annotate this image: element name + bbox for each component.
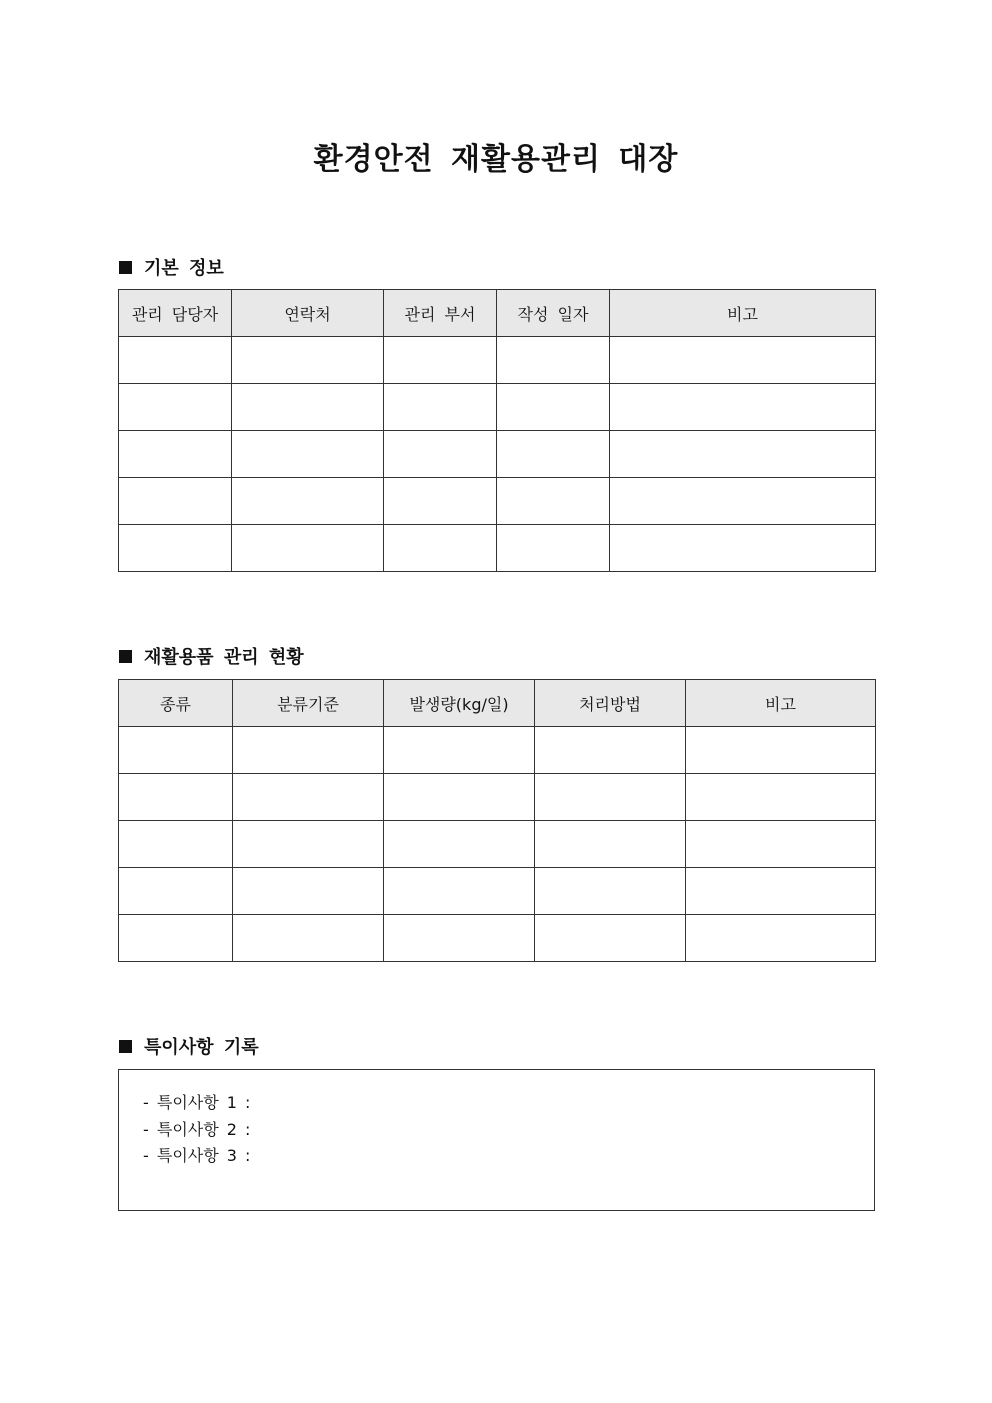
table-cell[interactable] [384,821,535,868]
table-cell[interactable] [119,431,232,478]
table-cell[interactable] [384,478,497,525]
column-header-contact: 연락처 [232,290,384,337]
table-header-row [119,680,876,727]
table-cell[interactable] [119,821,233,868]
table-cell[interactable] [497,525,610,572]
table-cell[interactable] [233,821,384,868]
table-cell[interactable] [233,915,384,962]
special-notes-box[interactable] [118,1069,875,1211]
table-cell[interactable] [384,774,535,821]
list-item: - 특이사항 3 : [143,1146,251,1165]
table-cell[interactable] [535,821,686,868]
table-cell[interactable] [686,727,876,774]
square-bullet-icon [119,650,132,663]
table-cell[interactable] [384,384,497,431]
table-header-row [119,290,876,337]
square-bullet-icon [119,1040,132,1053]
table-cell[interactable] [535,727,686,774]
table-row [119,384,876,431]
table-cell[interactable] [497,478,610,525]
table-cell[interactable] [233,868,384,915]
table-cell[interactable] [535,868,686,915]
table-row [119,525,876,572]
table-cell[interactable] [686,868,876,915]
document-title: 환경안전 재활용관리 대장 [313,142,679,177]
table-row [119,915,876,962]
basic-info-heading-text: 기본 정보 [144,258,224,279]
table-row [119,727,876,774]
table-row [119,774,876,821]
column-header-department: 관리 부서 [384,290,497,337]
table-row [119,431,876,478]
column-header-type: 종류 [119,680,233,727]
table-cell[interactable] [119,915,233,962]
special-notes-heading [119,1033,259,1059]
table-cell[interactable] [232,337,384,384]
table-cell[interactable] [119,727,233,774]
table-cell[interactable] [610,525,876,572]
table-cell[interactable] [119,478,232,525]
basic-info-table [118,289,876,572]
table-cell[interactable] [119,868,233,915]
table-cell[interactable] [384,727,535,774]
table-cell[interactable] [686,821,876,868]
special-notes-heading-text: 특이사항 기록 [144,1037,259,1058]
table-cell[interactable] [384,337,497,384]
table-cell[interactable] [119,337,232,384]
table-cell[interactable] [119,525,232,572]
table-cell[interactable] [610,384,876,431]
list-item: - 특이사항 2 : [143,1119,251,1139]
table-cell[interactable] [119,774,233,821]
special-notes-list [119,1070,874,1170]
table-row [119,478,876,525]
table-cell[interactable] [686,915,876,962]
table-cell[interactable] [497,337,610,384]
table-cell[interactable] [497,384,610,431]
table-cell[interactable] [119,384,232,431]
table-cell[interactable] [384,431,497,478]
column-header-manager: 관리 담당자 [119,290,232,337]
recycling-status-table [118,679,876,962]
column-header-method: 처리방법 [535,680,686,727]
column-header-amount: 발생량(kg/일) [384,680,535,727]
list-item: - 특이사항 1 : [143,1093,251,1112]
table-cell[interactable] [233,727,384,774]
table-cell[interactable] [232,525,384,572]
table-cell[interactable] [535,915,686,962]
table-row [119,337,876,384]
table-row [119,868,876,915]
recycling-status-heading-text: 재활용품 관리 현황 [144,647,304,668]
basic-info-heading [119,254,224,280]
table-cell[interactable] [610,431,876,478]
table-cell[interactable] [233,774,384,821]
column-header-remarks: 비고 [686,680,876,727]
table-cell[interactable] [384,915,535,962]
recycling-status-heading [119,643,304,669]
column-header-date: 작성 일자 [497,290,610,337]
table-cell[interactable] [686,774,876,821]
table-cell[interactable] [497,431,610,478]
column-header-remarks: 비고 [610,290,876,337]
table-cell[interactable] [384,525,497,572]
table-cell[interactable] [535,774,686,821]
square-bullet-icon [119,261,132,274]
table-cell[interactable] [384,868,535,915]
table-cell[interactable] [232,384,384,431]
table-cell[interactable] [232,478,384,525]
table-cell[interactable] [610,337,876,384]
table-cell[interactable] [232,431,384,478]
column-header-criteria: 분류기준 [233,680,384,727]
table-cell[interactable] [610,478,876,525]
table-row [119,821,876,868]
